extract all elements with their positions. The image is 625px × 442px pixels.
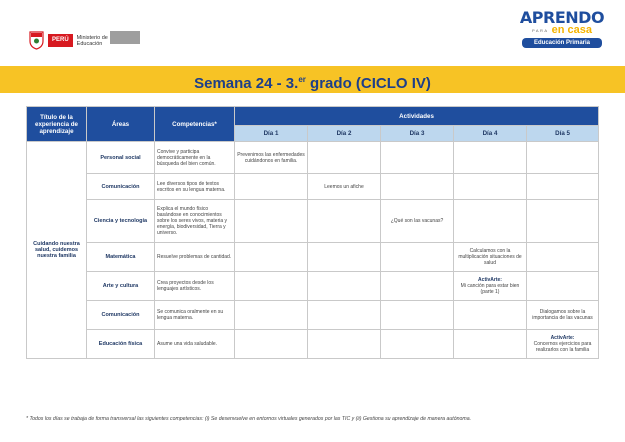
brand-para: PARA: [532, 28, 549, 33]
area-cell: Arte y cultura: [87, 272, 155, 301]
activity-text: ¿Qué son las vacunas?: [390, 218, 444, 224]
activity-cell: [308, 330, 381, 359]
header-competencies: Competencias*: [155, 107, 235, 142]
activity-cell: [308, 200, 381, 243]
competency-cell: Asume una vida saludable.: [155, 330, 235, 359]
activity-text: Calculamos con la multiplicación situaciones de salud: [458, 248, 522, 266]
activity-cell: [308, 174, 381, 200]
page-title: Semana 24 - 3.$^{er}$ grado (CICLO IV): [194, 75, 431, 92]
activity-cell: [454, 330, 527, 359]
header-areas: Áreas: [87, 107, 155, 142]
activity-cell: [235, 200, 308, 243]
activity-cell: [527, 174, 599, 200]
activity-cell: [235, 243, 308, 272]
header-day-3: Día 3: [381, 126, 454, 142]
header-day-5: Día 5: [527, 126, 599, 142]
area-cell: Comunicación: [87, 174, 155, 200]
ministry-name: Ministerio de Educación: [76, 34, 108, 47]
table-row: [27, 200, 599, 243]
peru-coat-of-arms-icon: [29, 31, 44, 50]
table-row: [27, 243, 599, 272]
competency-cell: Explica el mundo físico basándose en conocimientos sobre los seres vivos, materia y energía, biodiversidad, Tierra y universo.: [155, 200, 235, 243]
activity-text: Leemos un afiche: [324, 183, 364, 190]
activity-cell: [235, 142, 308, 174]
table-row: [27, 174, 599, 200]
experience-title: Cuidando nuestra salud, cuidemos nuestra familia: [27, 142, 87, 359]
activity-text: Concernos ejercicios para realizarlos con la familia: [533, 341, 592, 353]
activity-cell: [308, 243, 381, 272]
ministry-bar: [110, 31, 140, 44]
competency-cell: Se comunica oralmente en su lengua materna.: [155, 301, 235, 330]
activity-cell: [381, 142, 454, 174]
peru-label: PERÚ: [48, 34, 73, 47]
activity-text: Prevenimos las enfermedades cuidándonos en familia.: [237, 151, 305, 164]
table-row: [27, 301, 599, 330]
brand-badge: Educación Primaria: [522, 38, 602, 48]
activity-cell: [527, 330, 599, 359]
header-title: Título de la experiencia de aprendizaje: [27, 107, 87, 142]
activity-text: Mi canción para estar bien (parte 1): [460, 283, 520, 295]
header-activities: Actividades: [235, 107, 599, 126]
activity-cell: [381, 330, 454, 359]
activity-cell: [527, 200, 599, 243]
activity-cell: [454, 301, 527, 330]
activity-cell: [308, 142, 381, 174]
activity-heading: ActivArte:: [550, 335, 575, 341]
activity-cell: [527, 142, 599, 174]
activity-cell: [381, 272, 454, 301]
area-cell: Personal social: [87, 142, 155, 174]
competency-cell: Resuelve problemas de cantidad.: [155, 243, 235, 272]
brand-title: APRENDO: [519, 8, 605, 27]
activity-cell: [527, 301, 599, 330]
activity-cell: [308, 301, 381, 330]
header-day-2: Día 2: [308, 126, 381, 142]
activity-cell: [381, 200, 454, 243]
competency-cell: Convive y participa democráticamente en la búsqueda del bien común.: [155, 142, 235, 174]
table-row: [27, 272, 599, 301]
activity-text: Dialogamos sobre la importancia de las vacunas: [532, 309, 593, 321]
activity-cell: [381, 243, 454, 272]
activity-cell: [235, 174, 308, 200]
activity-cell: [308, 272, 381, 301]
footnote: * Todos los días se trabaja de forma transversal las siguientes competencias: (i) Se desenvuelve en entornos virtuales generados por las TIC y (ii) Gestiona su aprendizaje de manera autónoma.: [26, 416, 472, 422]
area-cell: Ciencia y tecnología: [87, 200, 155, 243]
brand-casa: en casa: [551, 24, 592, 36]
activity-heading: ActivArte:: [478, 277, 502, 283]
header-day-4: Día 4: [454, 126, 527, 142]
table-row: [27, 330, 599, 359]
activity-cell: [454, 200, 527, 243]
activity-cell: [454, 142, 527, 174]
table-row: [27, 142, 599, 174]
competency-cell: Lee diversos tipos de textos escritos en su lengua materna.: [155, 174, 235, 200]
schedule-table: [26, 106, 599, 359]
activity-cell: [235, 272, 308, 301]
activity-cell: [454, 243, 527, 272]
header-day-1: Día 1: [235, 126, 308, 142]
activity-cell: [235, 330, 308, 359]
activity-cell: [235, 301, 308, 330]
area-cell: Comunicación: [87, 301, 155, 330]
activity-cell: [527, 243, 599, 272]
area-cell: Matemática: [87, 243, 155, 272]
activity-cell: [454, 272, 527, 301]
activity-cell: [454, 174, 527, 200]
area-cell: Educación física: [87, 330, 155, 359]
activity-cell: [381, 301, 454, 330]
activity-cell: [381, 174, 454, 200]
competency-cell: Crea proyectos desde los lenguajes artísticos.: [155, 272, 235, 301]
aprendo-logo: [517, 9, 607, 48]
activity-cell: [527, 272, 599, 301]
